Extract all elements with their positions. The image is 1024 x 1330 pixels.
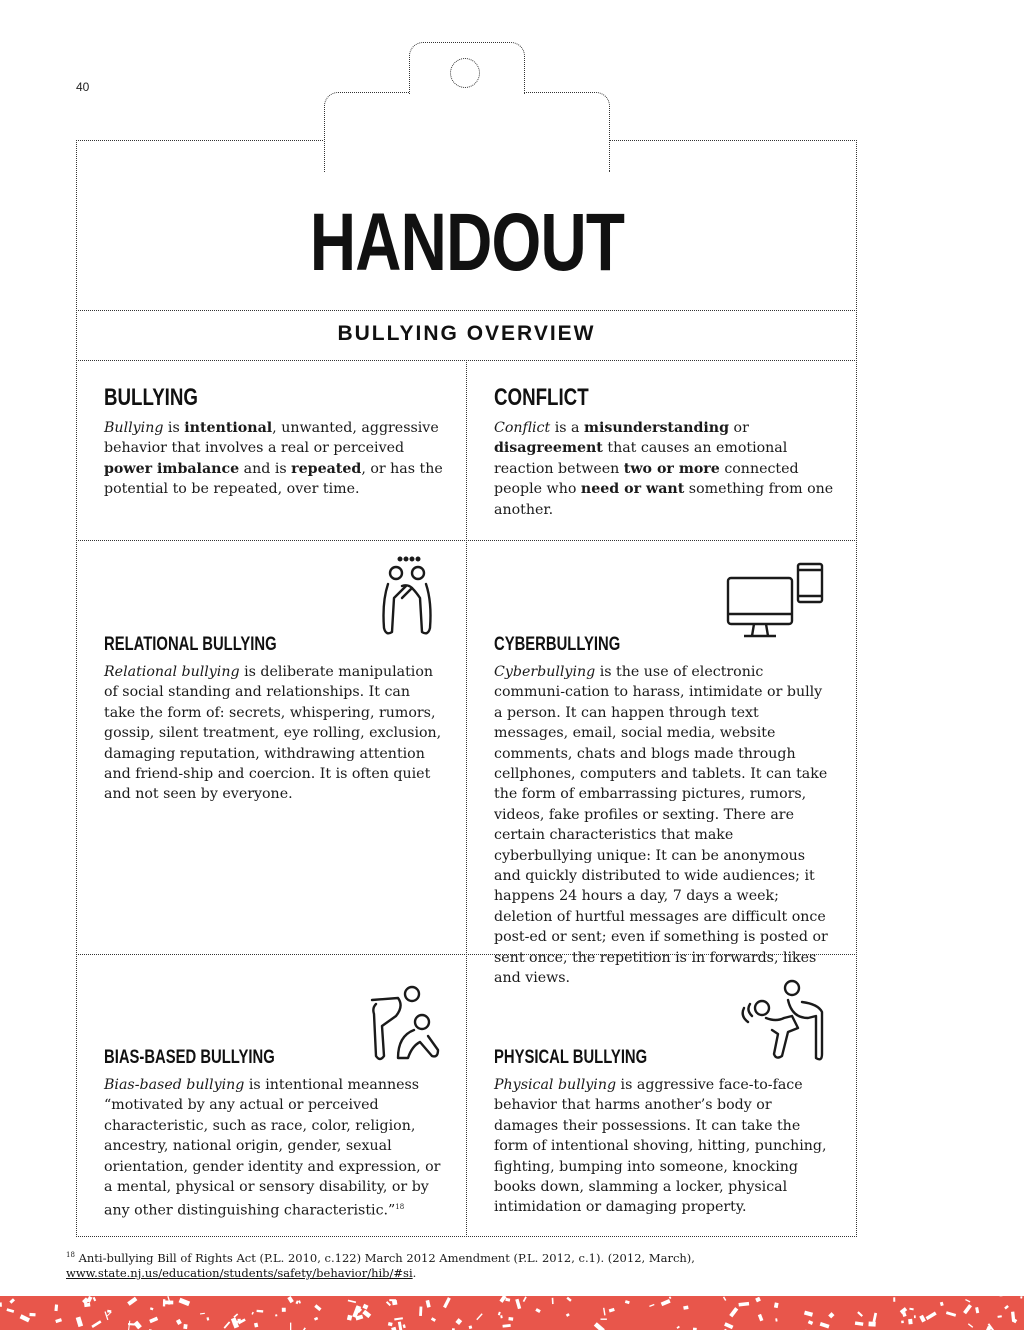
band-speckle: [275, 1314, 277, 1316]
page-title: HANDOUT: [309, 197, 625, 288]
footnote-end: .: [412, 1265, 417, 1280]
text-run: or: [729, 420, 749, 436]
bullying-heading: BULLYING: [104, 384, 198, 411]
text-run: Cyberbullying: [494, 664, 596, 680]
band-speckle: [282, 1308, 286, 1312]
band-speckle: [552, 1298, 554, 1304]
text-run: is intentional meanness “motivated by any actual or perceived characteristic, such as race, color, religion, ancestry, national origin, gender, sexual orientation, gender identity and expression, or a mental, physical or sensory disability, or by any other distinguishing characteristic.”: [104, 1077, 441, 1220]
physical-bullying-definition: [494, 1075, 834, 1218]
physical-bullying-section: [494, 1047, 834, 1218]
band-speckle: [508, 1317, 513, 1321]
band-speckle: [419, 1306, 422, 1316]
text-run: intentional: [184, 420, 273, 436]
band-speckle: [893, 1297, 895, 1301]
band-speckle: [601, 1319, 607, 1320]
band-speckle: [107, 1310, 111, 1313]
text-run: is the use of electronic communi-cation to harass, intimidate or bully a person. It can happen through text messages, email, social media, website comments, chats and blogs made through cellphones, computers and tablets. It can take the form of embarrassing pictures, rumors, videos, fake profiles or sexting. There are certain characteristics that make cyberbullying unique: It can be anonymous and quickly distributed to wide audiences; it happens 24 hours a day, 7 days a week; deletion of hurtful messages are difficult once post-ed or sent; even if something is posted or sent once, the repetition is in forwards, likes and views.: [494, 664, 828, 987]
band-speckle: [164, 1301, 173, 1305]
band-speckle: [392, 1300, 397, 1305]
text-run: , unwanted, aggressive behavior that involves a real or perceived: [104, 420, 439, 457]
band-speckle: [868, 1322, 875, 1327]
text-run: is deliberate manipulation of social standing and relationships. It can take the form of: secrets, whispering, rumors, gossip, silent treatment, eye rolling, exclusion, damaging reputation, withdrawing attention and friend-ship and coercion. It is often quiet and not seen by everyone.: [104, 664, 442, 803]
clip-hole-icon: [450, 58, 480, 88]
band-speckle: [908, 1319, 913, 1325]
column-divider: [466, 360, 467, 1237]
band-speckle: [0, 1302, 2, 1307]
person-pointing-at-crouching-person-icon: [368, 984, 442, 1062]
footnote-marker: 18: [66, 1251, 75, 1259]
text-run: disagreement: [494, 440, 603, 457]
text-run: two or more: [623, 460, 720, 477]
cyberbullying-definition: [494, 662, 834, 989]
relational-bullying-heading: RELATIONAL BULLYING: [104, 634, 277, 655]
conflict-section: [494, 384, 834, 520]
bias-based-bullying-section: [104, 1047, 444, 1222]
footnote: [66, 1248, 826, 1281]
text-run: and is: [239, 460, 292, 477]
text-run: Relational bullying: [104, 664, 240, 680]
decorative-red-band: [0, 1296, 1024, 1330]
text-run: misunderstanding: [584, 420, 730, 436]
cyberbullying-section: [494, 634, 834, 989]
text-run: connected people who: [494, 460, 799, 498]
band-speckle: [914, 1315, 916, 1318]
text-run: 18: [395, 1203, 405, 1212]
text-run: Bias-based bullying: [104, 1077, 245, 1093]
relational-bullying-definition: [104, 662, 444, 805]
bullying-section: [104, 384, 444, 500]
band-speckle: [84, 1303, 90, 1307]
text-run: repeated: [291, 460, 362, 477]
bias-based-bullying-definition: [104, 1075, 444, 1222]
band-speckle: [183, 1324, 187, 1329]
bullying-definition: [104, 418, 444, 500]
conflict-heading: CONFLICT: [494, 384, 589, 411]
text-run: is: [163, 420, 185, 436]
text-run: is a: [550, 420, 584, 436]
footnote-link[interactable]: www.state.nj.us/education/students/safety/behavior/hib/#si: [66, 1265, 413, 1280]
text-run: Bullying: [104, 420, 164, 436]
person-hit-by-ball-icon: [736, 978, 828, 1064]
conflict-definition: [494, 418, 834, 520]
band-speckle: [290, 1323, 291, 1330]
whispering-people-icon: [372, 552, 438, 644]
text-run: , or has the potential to be repeated, over time.: [104, 460, 443, 498]
cyberbullying-heading: CYBERBULLYING: [494, 634, 621, 655]
clipboard-clip: [324, 92, 610, 172]
text-run: that causes an emotional reaction between: [494, 440, 788, 477]
physical-bullying-heading: PHYSICAL BULLYING: [494, 1047, 648, 1068]
bias-based-bullying-heading: BIAS-BASED BULLYING: [104, 1047, 275, 1068]
text-run: power imbalance: [104, 460, 240, 477]
text-run: Conflict: [494, 420, 551, 436]
handout-subtitle: BULLYING OVERVIEW: [337, 322, 596, 345]
relational-bullying-section: [104, 634, 444, 805]
divider: [76, 310, 857, 311]
band-speckle: [29, 1313, 35, 1317]
page-number: 40: [76, 80, 90, 94]
text-run: Physical bullying: [494, 1077, 617, 1093]
text-run: something from one another.: [494, 481, 834, 518]
band-speckle: [54, 1304, 58, 1311]
band-speckle: [901, 1321, 904, 1324]
footnote-text: Anti-bullying Bill of Rights Act (P.L. 2010, c.122) March 2012 Amendment (P.L. 2012, c.1). (2012, March),: [74, 1250, 695, 1265]
text-run: need or want: [580, 481, 685, 498]
text-run: is aggressive face-to-face behavior that harms another’s body or damages their possessions. It can take the form of intentional shoving, hitting, punching, fighting, bumping into someone, knocking books down, slamming a locker, physical intimidation or damaging property.: [494, 1077, 827, 1216]
computer-and-phone-icon: [726, 562, 826, 642]
